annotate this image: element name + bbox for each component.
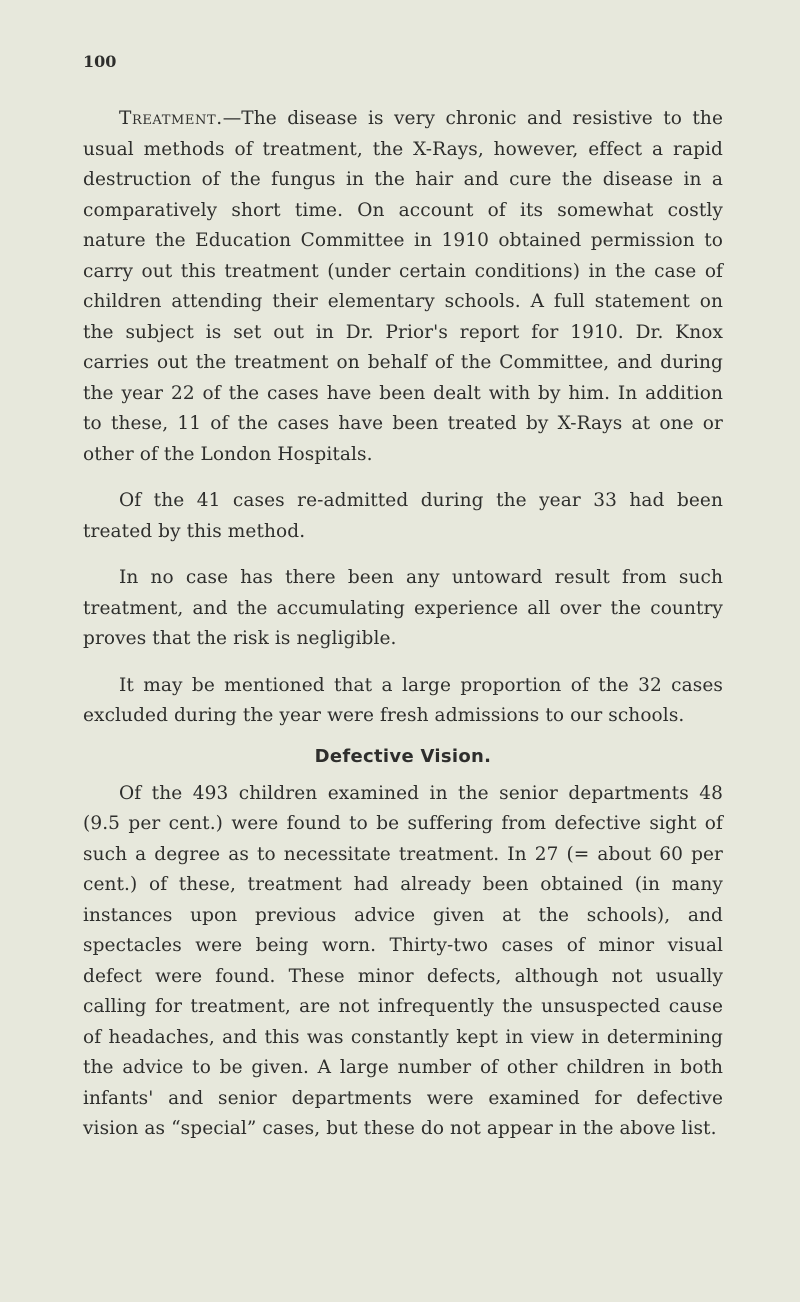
readmitted-paragraph: Of the 41 cases re-admitted during the year 33 had been treated by this method. — [83, 490, 723, 542]
page-number: 100 — [83, 52, 117, 71]
treatment-paragraph — [83, 104, 723, 470]
defective-vision-paragraph: Of the 493 children examined in the senior departments 48 (9.5 per cent.) were found to be suffering from defective sight of such a degree as to necessitate treatment. In 27 (= about 60 per cent.) of these, treatment had already been obtained (in many instances upon previous advice given at the schools), and spectacles were being worn. Thirty-two cases of minor visual defect were found. These minor defects, although not usually calling for treatment, are not infrequently the unsuspected cause of headaches, and this was constantly kept in view in determining the advice to be given. A large number of other children in both infants' and senior departments were examined for defective vision as “special” cases, but these do not appear in the above list. — [83, 782, 723, 1139]
excluded-cases-paragraph: It may be mentioned that a large proportion of the 32 cases excluded during the year were fresh admissions to our schools. — [83, 674, 723, 726]
treatment-lead-in: Treatment. — [119, 108, 223, 129]
untoward-result-paragraph: In no case has there been any untoward result from such treatment, and the accumulating experience all over the country proves that the risk is negligible. — [83, 567, 723, 649]
section-heading-defective-vision: Defective Vision. — [314, 745, 492, 767]
treatment-text: —The disease is very chronic and resistive to the usual methods of treatment, the X-Rays, however, effect a rapid destruction of the fungus in the hair and cure the disease in a comparatively short time. On account of its somewhat costly nature the Education Committee in 1910 obtained permission to carry out this treatment (under certain conditions) in the case of children attending their elementary schools. A full statement on the subject is set out in Dr. Prior's report for 1910. Dr. Knox carries out the treatment on behalf of the Committee, and during the year 22 of the cases have been dealt with by him. In addition to these, 11 of the cases have been treated by X-Rays at one or other of the London Hospitals. — [83, 108, 723, 465]
document-page — [83, 52, 723, 1145]
